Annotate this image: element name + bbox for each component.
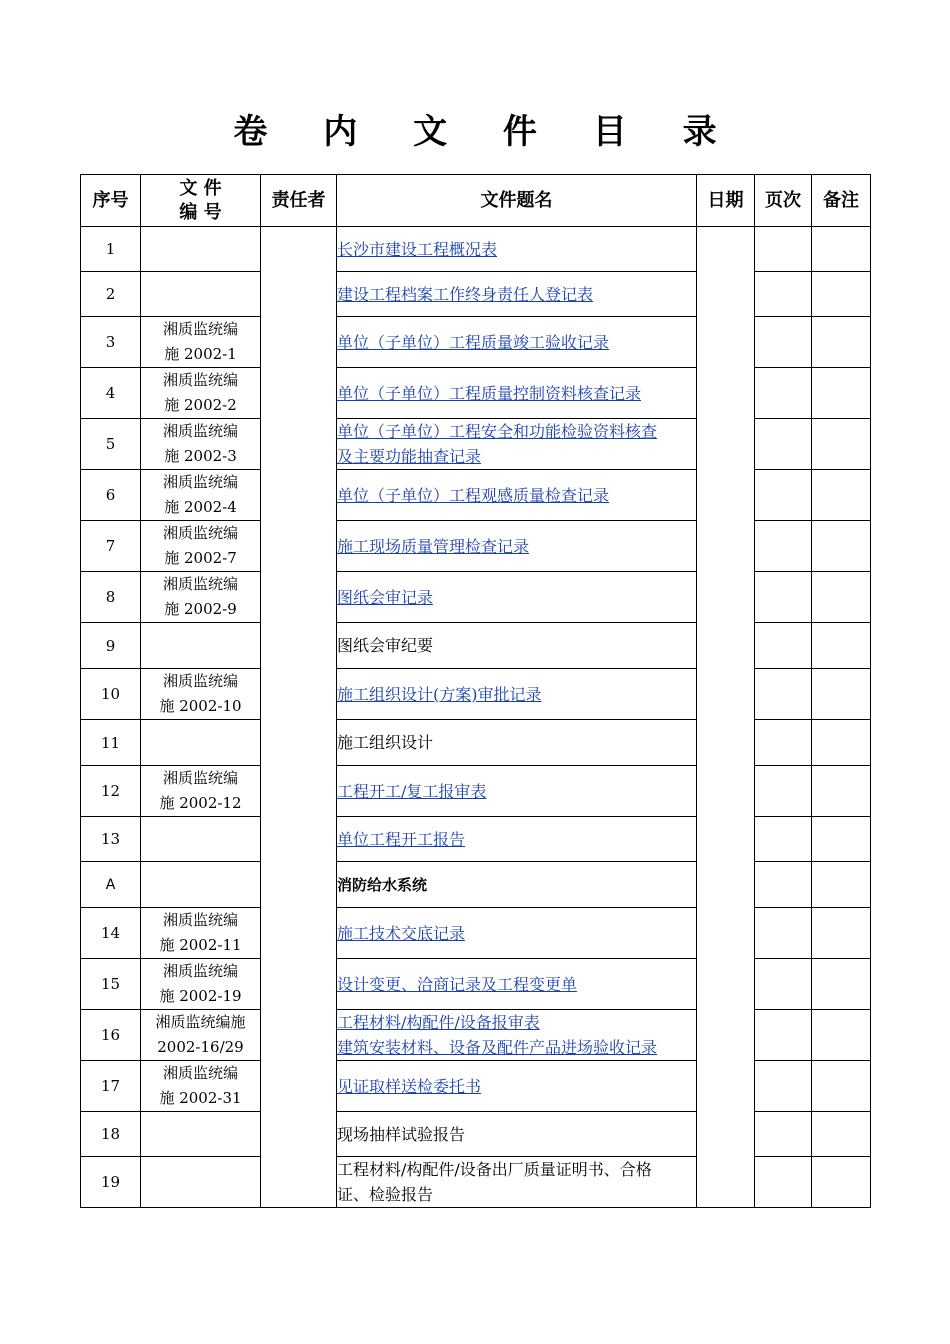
file-code-line1: 湘质监统编 — [162, 575, 238, 593]
file-code-line2: 施 2002-1 — [164, 345, 237, 363]
row-file-code — [141, 623, 261, 669]
file-code-line2: 施 2002-4 — [164, 498, 237, 516]
row-seq: 1 — [81, 227, 141, 272]
row-page — [755, 1157, 812, 1208]
row-file-title — [337, 817, 697, 862]
file-title-link[interactable]: 及主要功能抽查记录 — [337, 447, 482, 466]
file-code-line1: 湘质监统编 — [162, 524, 238, 542]
row-file-code — [141, 368, 261, 419]
file-title-link[interactable]: 建筑安装材料、设备及配件产品进场验收记录 — [337, 1038, 658, 1057]
file-title-text: 施工组织设计 — [337, 733, 434, 752]
file-title-link[interactable]: 图纸会审记录 — [337, 587, 434, 607]
row-seq: 17 — [81, 1061, 141, 1112]
row-seq: 9 — [81, 623, 141, 669]
row-page — [755, 419, 812, 470]
row-file-title — [337, 623, 697, 669]
row-seq: 18 — [81, 1112, 141, 1157]
file-title-link[interactable]: 工程开工/复工报审表 — [337, 781, 487, 801]
row-file-code — [141, 1112, 261, 1157]
file-code-line2: 施 2002-2 — [164, 396, 237, 414]
row-file-title — [337, 572, 697, 623]
file-code-line2: 施 2002-3 — [164, 447, 237, 465]
row-file-code — [141, 862, 261, 908]
row-seq: 14 — [81, 908, 141, 959]
file-code-line1: 湘质监统编 — [162, 473, 238, 491]
row-file-title — [337, 669, 697, 720]
row-file-title — [337, 368, 697, 419]
file-code-line2: 施 2002-11 — [159, 936, 242, 954]
row-file-title — [337, 470, 697, 521]
file-code-line1: 湘质监统编 — [162, 422, 238, 440]
file-title-link[interactable]: 施工现场质量管理检查记录 — [337, 536, 530, 556]
row-seq: 6 — [81, 470, 141, 521]
file-title-text: 证、检验报告 — [337, 1185, 434, 1204]
file-code-line1: 湘质监统编 — [162, 769, 238, 787]
table-row — [81, 227, 871, 272]
row-page — [755, 1112, 812, 1157]
row-file-code — [141, 1061, 261, 1112]
file-title-link[interactable]: 长沙市建设工程概况表 — [337, 239, 498, 259]
row-note — [812, 317, 871, 368]
row-note — [812, 419, 871, 470]
file-code-line1: 湘质监统编 — [162, 962, 238, 980]
file-code-line1: 湘质监统编 — [162, 371, 238, 389]
row-note — [812, 959, 871, 1010]
row-note — [812, 720, 871, 766]
row-note — [812, 766, 871, 817]
row-file-code — [141, 227, 261, 272]
row-page — [755, 862, 812, 908]
row-page — [755, 521, 812, 572]
header-page: 页次 — [755, 175, 812, 227]
file-code-line2: 2002-16/29 — [157, 1038, 244, 1056]
file-title-link[interactable]: 单位（子单位）工程观感质量检查记录 — [337, 485, 610, 505]
row-file-code — [141, 669, 261, 720]
table-header-row — [81, 175, 871, 227]
row-note — [812, 470, 871, 521]
file-code-line2: 施 2002-31 — [159, 1089, 242, 1107]
row-file-title — [337, 908, 697, 959]
row-note — [812, 272, 871, 317]
row-note — [812, 908, 871, 959]
file-code-line1: 湘质监统编 — [162, 1064, 238, 1082]
row-file-code — [141, 470, 261, 521]
row-file-code — [141, 1157, 261, 1208]
row-file-title — [337, 720, 697, 766]
file-code-line1: 湘质监统编施 — [155, 1013, 246, 1031]
row-note — [812, 817, 871, 862]
row-seq: 7 — [81, 521, 141, 572]
row-file-title — [337, 227, 697, 272]
row-seq: 13 — [81, 817, 141, 862]
row-page — [755, 669, 812, 720]
row-seq: 5 — [81, 419, 141, 470]
row-file-code — [141, 317, 261, 368]
row-note — [812, 368, 871, 419]
row-file-title — [337, 766, 697, 817]
date-cell — [697, 227, 755, 1208]
row-note — [812, 1061, 871, 1112]
file-title-link[interactable]: 单位工程开工报告 — [337, 829, 466, 849]
row-file-title — [337, 1157, 697, 1208]
file-title-link[interactable]: 建设工程档案工作终身责任人登记表 — [337, 284, 594, 304]
row-file-title — [337, 959, 697, 1010]
row-seq: 8 — [81, 572, 141, 623]
row-file-code — [141, 908, 261, 959]
row-file-code — [141, 720, 261, 766]
row-seq: 3 — [81, 317, 141, 368]
row-file-title — [337, 419, 697, 470]
header-seq: 序号 — [81, 175, 141, 227]
page-title: 卷 内 文 件 目 录 — [233, 112, 739, 152]
file-catalog-table — [80, 174, 871, 1208]
table-body — [81, 227, 871, 1208]
file-code-line2: 施 2002-19 — [159, 987, 242, 1005]
row-page — [755, 1010, 812, 1061]
section-heading: 消防给水系统 — [337, 875, 428, 894]
file-code-line2: 施 2002-12 — [159, 794, 242, 812]
row-seq: 4 — [81, 368, 141, 419]
row-page — [755, 572, 812, 623]
file-title-text: 图纸会审纪要 — [337, 636, 434, 655]
file-title-link[interactable]: 设计变更、洽商记录及工程变更单 — [337, 974, 578, 994]
row-seq: 16 — [81, 1010, 141, 1061]
row-file-title — [337, 1061, 697, 1112]
header-note: 备注 — [812, 175, 871, 227]
row-file-code — [141, 959, 261, 1010]
row-note — [812, 572, 871, 623]
row-page — [755, 272, 812, 317]
row-page — [755, 720, 812, 766]
header-file-code — [141, 175, 261, 227]
row-page — [755, 623, 812, 669]
file-code-line1: 湘质监统编 — [162, 320, 238, 338]
row-page — [755, 908, 812, 959]
row-file-title — [337, 317, 697, 368]
row-file-code — [141, 1010, 261, 1061]
row-file-title — [337, 862, 697, 908]
row-seq: 2 — [81, 272, 141, 317]
row-page — [755, 227, 812, 272]
row-page — [755, 766, 812, 817]
file-title-link[interactable]: 工程材料/构配件/设备报审表 — [337, 1013, 540, 1032]
file-code-line2: 施 2002-7 — [164, 549, 237, 567]
row-file-code — [141, 766, 261, 817]
row-file-title — [337, 521, 697, 572]
row-page — [755, 817, 812, 862]
row-note — [812, 227, 871, 272]
row-note — [812, 862, 871, 908]
row-file-code — [141, 272, 261, 317]
row-note — [812, 1112, 871, 1157]
row-file-code — [141, 419, 261, 470]
row-file-code — [141, 521, 261, 572]
row-page — [755, 959, 812, 1010]
row-note — [812, 1010, 871, 1061]
row-note — [812, 1157, 871, 1208]
file-title-link[interactable]: 见证取样送检委托书 — [337, 1076, 482, 1096]
file-code-line2: 施 2002-10 — [159, 697, 242, 715]
header-owner: 责任者 — [261, 175, 337, 227]
row-file-title — [337, 1112, 697, 1157]
row-seq: A — [81, 862, 141, 908]
row-page — [755, 1061, 812, 1112]
file-code-line2: 施 2002-9 — [164, 600, 237, 618]
file-title-link[interactable]: 单位（子单位）工程质量竣工验收记录 — [337, 332, 610, 352]
row-note — [812, 669, 871, 720]
file-code-line1: 湘质监统编 — [162, 672, 238, 690]
row-page — [755, 368, 812, 419]
header-file-code-line1: 文 件 — [179, 177, 222, 199]
row-file-title — [337, 1010, 697, 1061]
row-page — [755, 317, 812, 368]
row-file-code — [141, 572, 261, 623]
row-seq: 10 — [81, 669, 141, 720]
header-file-code-line2: 编 号 — [179, 201, 222, 223]
owner-cell — [261, 227, 337, 1208]
row-seq: 11 — [81, 720, 141, 766]
file-title-link[interactable]: 单位（子单位）工程安全和功能检验资料核查 — [337, 422, 658, 441]
row-seq: 19 — [81, 1157, 141, 1208]
row-note — [812, 521, 871, 572]
row-seq: 15 — [81, 959, 141, 1010]
row-file-code — [141, 817, 261, 862]
row-file-title — [337, 272, 697, 317]
header-file-title: 文件题名 — [337, 175, 697, 227]
row-page — [755, 470, 812, 521]
file-title-link[interactable]: 单位（子单位）工程质量控制资料核查记录 — [337, 383, 642, 403]
file-title-link[interactable]: 施工技术交底记录 — [337, 923, 466, 943]
file-title-link[interactable]: 施工组织设计(方案)审批记录 — [337, 684, 542, 704]
file-title-text: 现场抽样试验报告 — [337, 1124, 466, 1144]
row-note — [812, 623, 871, 669]
file-title-text: 工程材料/构配件/设备出厂质量证明书、合格 — [337, 1160, 652, 1179]
row-seq: 12 — [81, 766, 141, 817]
file-code-line1: 湘质监统编 — [162, 911, 238, 929]
header-date: 日期 — [697, 175, 755, 227]
